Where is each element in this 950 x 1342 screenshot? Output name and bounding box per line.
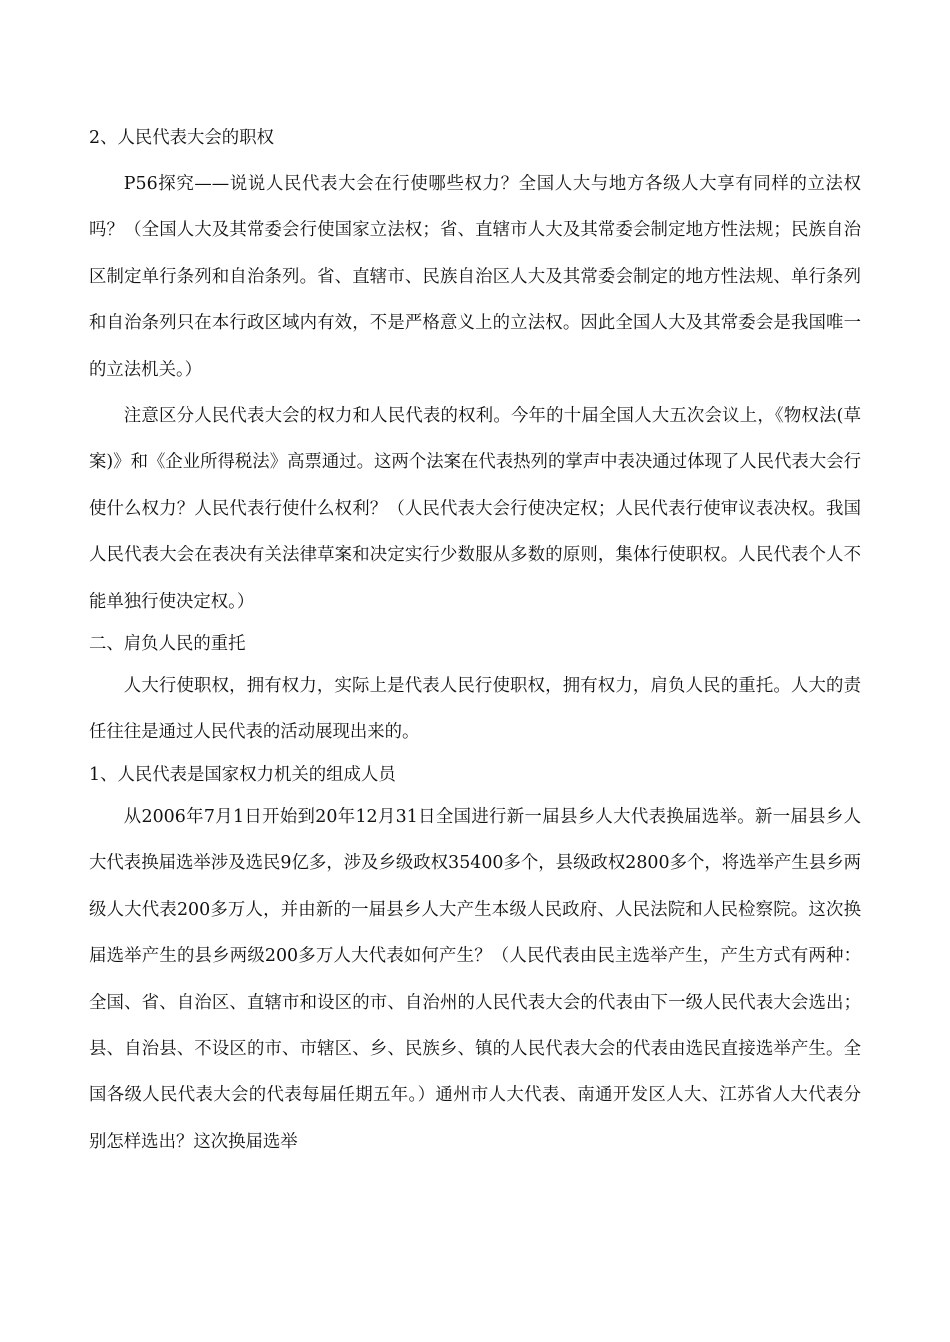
section-heading-powers: 2、人民代表大会的职权 xyxy=(89,128,274,148)
document-body xyxy=(89,119,861,1165)
paragraph-election: 从2006年7月1日开始到20年12月31日全国进行新一届县乡人大代表换届选举。新一届县乡人大代表换届选举涉及选民9亿多，涉及乡级政权35400多个，县级政权2800多个，将选举产生县乡两级人大代表200多万人，并由新的一届县乡人大产生本级人民政府、人民法院和人民检察院。这次换届选举产生的县乡两级200多万人大代表如何产生？（人民代表由民主选举产生，产生方式有两种：全国、省、自治区、直辖市和设区的市、自治州的人民代表大会的代表由下一级人民代表大会选出；县、自治县、不设区的市、市辖区、乡、民族乡、镇的人民代表大会的代表由选民直接选举产生。全国各级人民代表大会的代表每届任期五年。）通州市人大代表、南通开发区人大、江苏省人大代表分别怎样选出？这次换届选举 xyxy=(89,806,861,1152)
paragraph-legislative-power: P56探究——说说人民代表大会在行使哪些权力？全国人大与地方各级人大享有同样的立法权吗？（全国人大及其常委会行使国家立法权；省、直辖市人大及其常委会制定地方性法规；民族自治区制定单行条列和自治条列。省、直辖市、民族自治区人大及其常委会制定的地方性法规、单行条列和自治条列只在本行政区域内有效，不是严格意义上的立法权。因此全国人大及其常委会是我国唯一的立法机关。） xyxy=(89,174,861,380)
section-heading-representatives: 1、人民代表是国家权力机关的组成人员 xyxy=(89,764,396,785)
paragraph-powers-vs-rights: 注意区分人民代表大会的权力和人民代表的权利。今年的十届全国人大五次会议上，《物权法(草案)》和《企业所得税法》高票通过。这两个法案在代表热列的掌声中表决通过体现了人民代表大会行使什么权力？人民代表行使什么权利？（人民代表大会行使决定权；人民代表行使审议表决权。我国人民代表大会在表决有关法律草案和决定实行少数服从多数的原则，集体行使职权。人民代表个人不能单独行使决定权。） xyxy=(89,406,861,612)
paragraph-responsibility: 人大行使职权，拥有权力，实际上是代表人民行使职权，拥有权力，肩负人民的重托。人大的责任往往是通过人民代表的活动展现出来的。 xyxy=(89,676,861,743)
section-heading-trust: 二、肩负人民的重托 xyxy=(89,634,246,655)
